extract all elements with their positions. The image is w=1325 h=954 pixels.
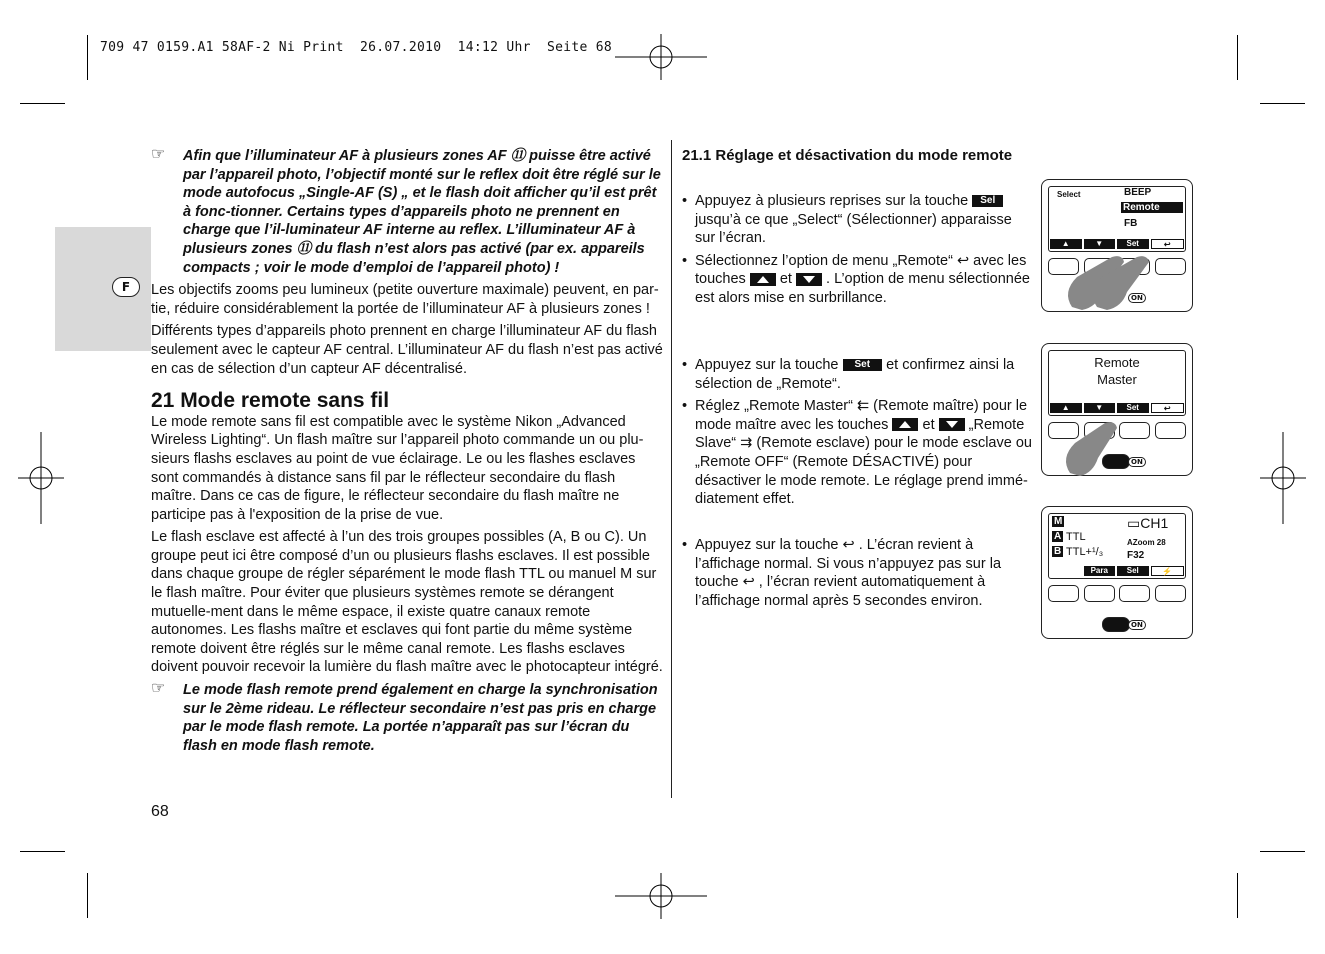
registration-mark	[615, 34, 707, 80]
sel-key: Sel	[1117, 566, 1149, 576]
return-key-icon: ↩	[742, 574, 755, 591]
pointing-hand-icon: ☞	[151, 680, 166, 698]
page-number: 68	[151, 803, 169, 820]
column-divider	[671, 140, 672, 798]
registration-mark	[615, 873, 707, 919]
crop-mark	[87, 873, 88, 918]
slave-arrow-icon: ⇉	[740, 435, 753, 452]
pointing-hand-icon: ☞	[151, 146, 166, 163]
lcd-screen: M A TTL B TTL+¹/₃ ▭CH1 AZoom 28 F32 Para Sel ⚡	[1048, 513, 1186, 579]
list-item: • Réglez „Remote Master“ ⇇ (Remote maître) pour le mode maître avec les touches et „Remote Slave“ ⇉ (Remote esclave) pour le mode esclave ou „Remote OFF“ (Remote DÉSACTIVÉ) pour désactiver le mode remote. Le réglage prend immé-diatement effet.	[682, 397, 1032, 509]
lcd-screen: Remote Master ▲ ▼ Set ↩	[1048, 350, 1186, 416]
section-heading: 21 Mode remote sans fil	[151, 389, 390, 413]
remote-icon: ▭	[1127, 515, 1141, 531]
master-arrow-icon: ⇇	[856, 398, 870, 415]
return-key-icon: ↩	[1151, 403, 1185, 413]
crop-mark	[20, 851, 65, 852]
flash-panel-select: Select BEEP Remote FB ▲ ▼ Set ↩ ON	[1041, 179, 1193, 312]
hardware-key	[1048, 585, 1079, 602]
set-key: Set	[1117, 239, 1149, 249]
hand-illustration	[1052, 252, 1152, 312]
list-item: • Appuyez à plusieurs reprises sur la touche Sel jusqu’à ce que „Select“ (Sélectionner) apparaisse sur l’écran.	[682, 192, 1032, 248]
hardware-key	[1155, 585, 1186, 602]
return-key-icon: ↩	[1151, 239, 1185, 249]
set-key: Set	[1117, 403, 1149, 413]
down-key-icon	[939, 418, 965, 431]
list-item: • Sélectionnez l’option de menu „Remote“ ↩ avec les touches et . L’option de menu sélectionnée est alors mise en surbrillance.	[682, 252, 1032, 308]
left-column	[151, 147, 663, 759]
on-switch	[1102, 617, 1130, 632]
para-key: Para	[1084, 566, 1116, 576]
set-key: Set	[843, 359, 883, 371]
paragraph: Le mode remote sans fil est compatible avec le système Nikon „Advanced Wireless Lighting“. Un flash maître sur l’appareil photo commande un ou plu-sieurs flashs esclaves au point de vue éclairage. Le ou les flashes esclaves sont commandés à distance sans fil par le réflecteur secondaire du flash maître. Dans ce cas de figure, le réflecteur secondaire du flash maître ne participe pas à l'exposition de la prise de vue.	[151, 413, 644, 523]
steps-list-1	[682, 192, 1032, 308]
down-key-icon: ▼	[1084, 239, 1116, 249]
crop-mark	[87, 35, 88, 80]
registration-mark	[1260, 432, 1306, 524]
list-item: • Appuyez sur la touche ↩ . L’écran revient à l’affichage normal. Si vous n’appuyez pas sur la touche ↩ , l’écran revient automatiquement à l’affichage normal après 5 secondes environ.	[682, 536, 1012, 610]
sel-key: Sel	[972, 195, 1003, 207]
steps-list-2	[682, 356, 1032, 509]
up-key-icon: ▲	[1050, 403, 1082, 413]
hardware-key	[1119, 422, 1150, 439]
return-arrow-icon: ↩	[956, 252, 970, 269]
crop-mark	[1260, 103, 1305, 104]
down-key-icon	[796, 273, 822, 286]
print-header: 709 47 0159.A1 58AF-2 Ni Print 26.07.2010 14:12 Uhr Seite 68	[100, 40, 612, 55]
up-key-icon	[892, 418, 918, 431]
paragraph: Le flash esclave est affecté à l’un des trois groupes possibles (A, B ou C). Un groupe peut ici être composé d’un ou plusieurs flashs esclaves. Il est possible dans chaque groupe de régler séparément le mode flash TTL ou manuel M sur le flash maître. Pour éviter que plusieurs systèmes remote se dérangent mutuelle-ment dans le même espace, il existe quatre canaux remote autonomes. Les flashs maître et esclaves qui font partie du même système remote doivent être réglés sur le même canal remote. Les flashs esclaves doivent pouvoir recevoir la lumière du flash maître avec le photocapteur intégré.	[151, 529, 663, 676]
registration-mark	[18, 432, 64, 524]
hardware-key	[1155, 258, 1186, 275]
highlighted-menu-item: Remote	[1121, 202, 1183, 213]
hardware-key	[1084, 585, 1115, 602]
flash-panel-normal: M A TTL B TTL+¹/₃ ▭CH1 AZoom 28 F32 Para Sel ⚡ ON	[1041, 506, 1193, 639]
crop-mark	[1237, 873, 1238, 918]
paragraph: Les objectifs zooms peu lumineux (petite ouverture maximale) peuvent, en par-tie, réduire considérablement la portée de l’illuminateur AF à plusieurs zones !	[151, 282, 659, 317]
hardware-key	[1119, 585, 1150, 602]
list-item: • Appuyez sur la touche Set et confirmez ainsi la sélection de „Remote“.	[682, 356, 1032, 393]
up-key-icon	[750, 273, 776, 286]
lcd-screen: Select BEEP Remote FB ▲ ▼ Set ↩	[1048, 186, 1186, 252]
crop-mark	[1260, 851, 1305, 852]
down-key-icon: ▼	[1084, 403, 1116, 413]
on-switch	[1102, 454, 1130, 469]
steps-list-3	[682, 536, 1012, 610]
crop-mark	[20, 103, 65, 104]
hardware-key	[1155, 422, 1186, 439]
note-remote-sync: Le mode flash remote prend également en charge la synchronisation sur le 2ème rideau. Le réflecteur secondaire n’est pas pris en charge par le mode flash remote. La portée n’apparaît pas sur l’écran du flash en mode flash remote.	[183, 682, 658, 754]
flash-panel-remote: Remote Master ▲ ▼ Set ↩ ON	[1041, 343, 1193, 476]
paragraph: Différents types d’appareils photo prennent en charge l’illuminateur AF du flash seulement avec le capteur AF central. L’illuminateur AF du flash n’est pas activé en cas de sélection d’un capteur AF décentralisé.	[151, 323, 663, 377]
subsection-heading: 21.1 Réglage et désactivation du mode remote	[682, 147, 1013, 164]
crop-mark	[1237, 35, 1238, 80]
flash-bolt-icon: ⚡	[1151, 566, 1185, 576]
language-badge: F	[112, 277, 140, 297]
return-key-icon: ↩	[842, 537, 855, 553]
up-key-icon: ▲	[1050, 239, 1082, 249]
note-af-illuminator: Afin que l’illuminateur AF à plusieurs zones AF ⑪ puisse être activé par l’appareil photo, l’objectif monté sur le reflex doit être réglé sur le mode autofocus „Single-AF (S) „ et le flash doit afficher qu’il est prêt à fonc-tionner. Certains types d’appareils photo ne prennent en charge que l’il-luminateur AF interne au reflex. L’illuminateur AF à plusieurs zones ⑪ du flash n’est alors pas activé (par ex. appareils compacts ; voir le mode d’emploi de l’appareil photo) !	[183, 148, 661, 276]
